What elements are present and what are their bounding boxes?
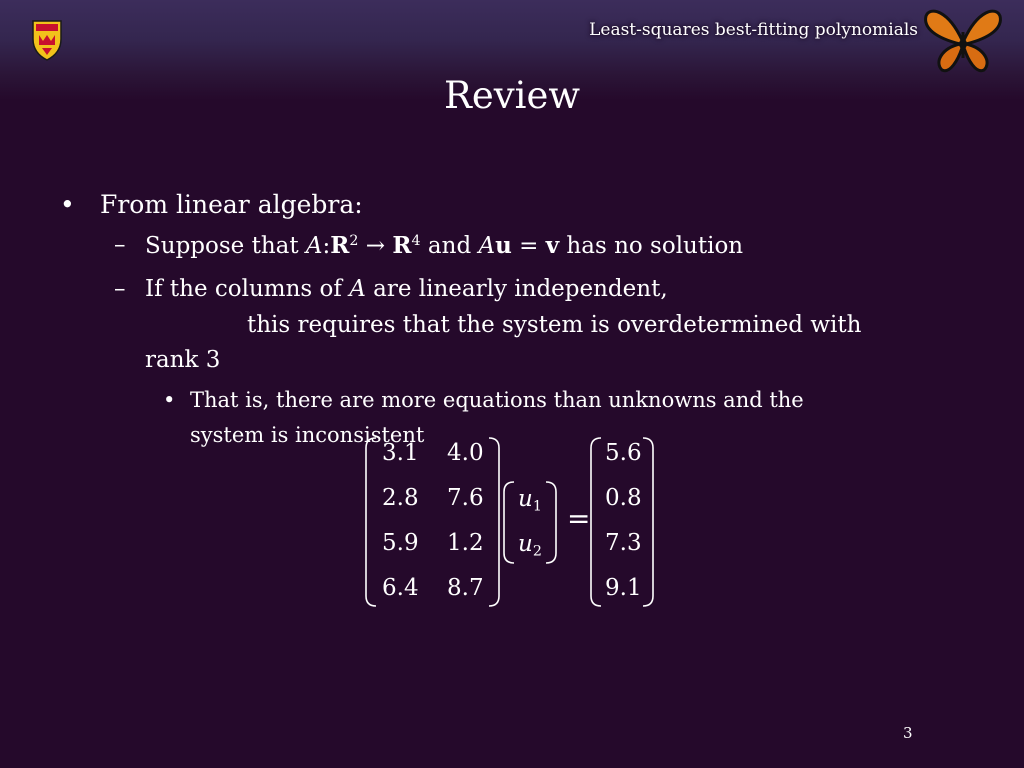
that-is-line-2: system is inconsistent (190, 423, 425, 447)
vector-v-entry: 5.6 (605, 440, 642, 466)
symbol-equals: = (511, 233, 546, 259)
slide-title: Review (443, 74, 581, 117)
symbol-A: A (305, 233, 323, 259)
vector-v-entry: 0.8 (605, 485, 642, 511)
sub-bullet-suppose-text (145, 232, 743, 259)
right-paren-vector-v (643, 438, 653, 606)
symbol-A-3: A (349, 276, 366, 302)
left-paren-vector-v (591, 438, 601, 606)
symbol-A-2: A (478, 233, 496, 259)
bullet-dot-icon: • (60, 190, 75, 219)
subscript-2: 2 (532, 543, 542, 560)
matrix-cell: 5.9 (382, 530, 419, 556)
symbol-v: v (545, 232, 560, 259)
dash-icon: – (114, 276, 126, 302)
page-number: 3 (903, 724, 913, 742)
text-and: and (420, 233, 479, 259)
right-paren-matrix-A (489, 438, 499, 606)
vector-v-entry: 7.3 (605, 530, 642, 556)
text-no-solution: has no solution (559, 233, 744, 259)
symbol-R-codomain: R (392, 232, 412, 259)
columns-line-2: this requires that the system is overdetermined with (247, 312, 862, 338)
symbol-u-2: u (518, 531, 533, 557)
left-paren-vector-u (504, 482, 514, 563)
exponent-4: 4 (411, 233, 421, 250)
dash-icon: – (114, 232, 126, 258)
matrix-cell: 7.6 (447, 485, 484, 511)
symbol-u: u (495, 232, 512, 259)
equals-sign: = (567, 502, 591, 535)
matrix-cell: 3.1 (382, 440, 419, 466)
matrix-cell: 1.2 (447, 530, 484, 556)
bullet-text: From linear algebra: (100, 190, 363, 219)
symbol-u-1: u (518, 486, 533, 512)
columns-line-1 (145, 276, 668, 302)
that-is-line-1: That is, there are more equations than unknowns and the (190, 388, 804, 412)
butterfly-icon (920, 2, 1006, 78)
arrow-icon: → (358, 233, 393, 259)
left-paren-matrix-A (366, 438, 376, 606)
right-paren-vector-u (546, 482, 556, 563)
vector-v-entry: 9.1 (605, 575, 642, 601)
subscript-1: 1 (532, 498, 542, 515)
exponent-2: 2 (349, 233, 359, 250)
vector-u-entry-1 (518, 486, 542, 515)
matrix-cell: 6.4 (382, 575, 419, 601)
vector-u-entry-2 (518, 531, 542, 560)
university-crest-icon (31, 19, 63, 61)
text-columns-prefix: If the columns of (145, 276, 350, 302)
matrix-cell: 8.7 (447, 575, 484, 601)
columns-line-3: rank 3 (145, 347, 221, 373)
matrix-cell: 4.0 (447, 440, 484, 466)
matrix-cell: 2.8 (382, 485, 419, 511)
text-suppose: Suppose that (145, 233, 306, 259)
bullet-dot-icon: • (163, 388, 176, 412)
symbol-colon: : (322, 233, 331, 259)
running-title: Least-squares best-fitting polynomials (589, 20, 918, 40)
text-columns-suffix: are linearly independent, (365, 276, 668, 302)
symbol-R-domain: R (330, 232, 350, 259)
